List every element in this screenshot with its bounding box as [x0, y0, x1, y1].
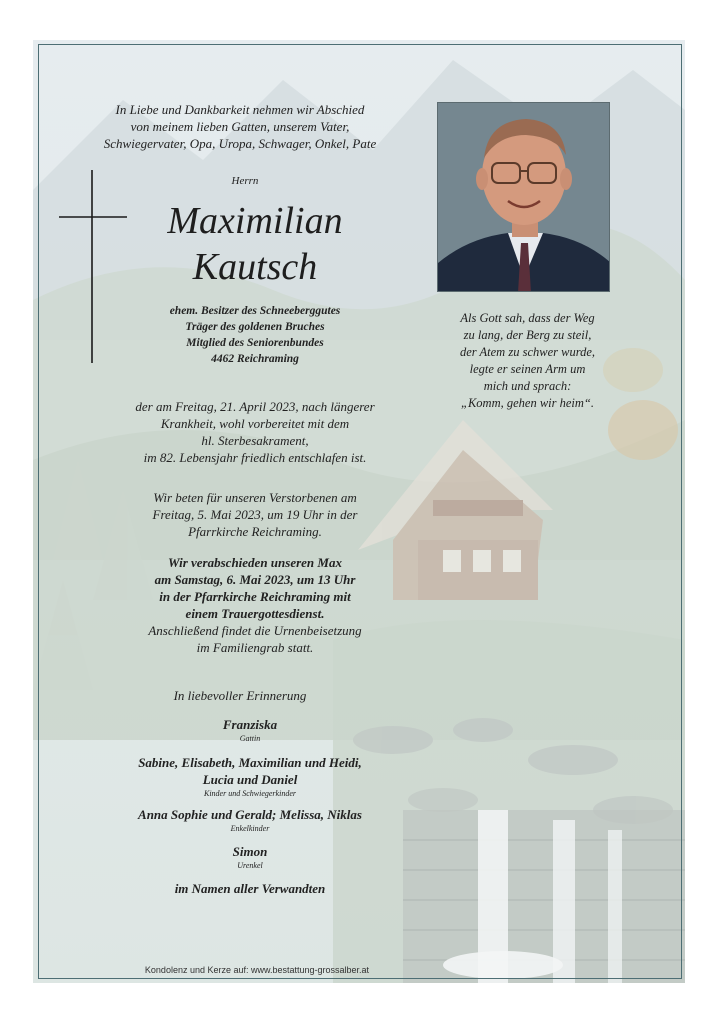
family-group — [100, 806, 400, 834]
quote-line: „Komm, gehen wir heim“. — [461, 396, 594, 410]
salutation: Herrn — [231, 175, 259, 187]
memory-heading: In liebevoller Erinnerung — [173, 688, 307, 703]
farewell-bold-line: Wir verabschieden unseren Max — [168, 555, 342, 570]
death-line: hl. Sterbesakrament, — [201, 433, 309, 448]
quote-line: Als Gott sah, dass der Weg — [460, 311, 595, 325]
deceased-last-name: Kautsch — [192, 246, 318, 288]
prayer-line: Pfarrkirche Reichraming. — [188, 524, 322, 539]
death-line: der am Freitag, 21. April 2023, nach längerer — [135, 399, 375, 414]
intro-text — [90, 101, 390, 152]
farewell-bold-line: in der Pfarrkirche Reichraming mit — [159, 589, 351, 604]
closing-line — [100, 880, 400, 897]
closing-text: im Namen aller Verwandten — [174, 881, 326, 896]
family-role: Kinder und Schwiegerkinder — [204, 789, 296, 798]
prayer-notice — [105, 489, 405, 540]
family-names: Simon — [232, 844, 268, 859]
portrait-photo — [437, 102, 610, 292]
family-names: Sabine, Elisabeth, Maximilian und Heidi, — [138, 755, 362, 770]
farewell-bold-line: am Samstag, 6. Mai 2023, um 13 Uhr — [154, 572, 356, 587]
family-group — [100, 716, 400, 744]
family-role: Urenkel — [237, 861, 263, 870]
family-names: Anna Sophie und Gerald; Melissa, Niklas — [138, 807, 362, 822]
intro-line: In Liebe und Dankbarkeit nehmen wir Abschied — [115, 102, 365, 117]
intro-line: von meinem lieben Gatten, unserem Vater, — [130, 119, 350, 134]
memorial-quote — [440, 310, 615, 412]
quote-line: mich und sprach: — [483, 379, 572, 393]
portrait-image — [438, 103, 610, 292]
farewell-line: Anschließend findet die Urnenbeisetzung — [148, 623, 362, 638]
prayer-line: Freitag, 5. Mai 2023, um 19 Uhr in der — [152, 507, 358, 522]
death-line: Krankheit, wohl vorbereitet mit dem — [160, 416, 350, 431]
condolence-footer: Kondolenz und Kerze auf: www.bestattung-grossalber.at — [144, 965, 370, 975]
quote-line: legte er seinen Arm um — [469, 362, 586, 376]
family-group — [100, 754, 400, 799]
title-line: Mitglied des Seniorenbundes — [186, 337, 324, 349]
family-names: Franziska — [222, 717, 278, 732]
family-names: Lucia und Daniel — [202, 772, 298, 787]
title-line: 4462 Reichraming — [211, 353, 299, 365]
deceased-titles — [150, 303, 360, 367]
deceased-first-name: Maximilian — [167, 200, 343, 242]
title-line: ehem. Besitzer des Schneeberggutes — [169, 305, 341, 317]
family-role: Gattin — [239, 734, 261, 743]
farewell-bold-line: einem Trauergottesdienst. — [185, 606, 325, 621]
family-role: Enkelkinder — [230, 824, 270, 833]
death-notice — [95, 398, 415, 466]
farewell-line: im Familiengrab statt. — [196, 640, 314, 655]
title-line: Träger des goldenen Bruches — [185, 321, 325, 333]
intro-line: Schwiegervater, Opa, Uropa, Schwager, Onkel, Pate — [103, 136, 377, 151]
quote-line: der Atem zu schwer wurde, — [459, 345, 596, 359]
prayer-line: Wir beten für unseren Verstorbenen am — [153, 490, 357, 505]
quote-line: zu lang, der Berg zu steil, — [463, 328, 592, 342]
cross-icon — [59, 170, 129, 365]
death-line: im 82. Lebensjahr friedlich entschlafen ist. — [143, 450, 367, 465]
farewell-notice — [100, 554, 410, 656]
family-group — [100, 843, 400, 871]
